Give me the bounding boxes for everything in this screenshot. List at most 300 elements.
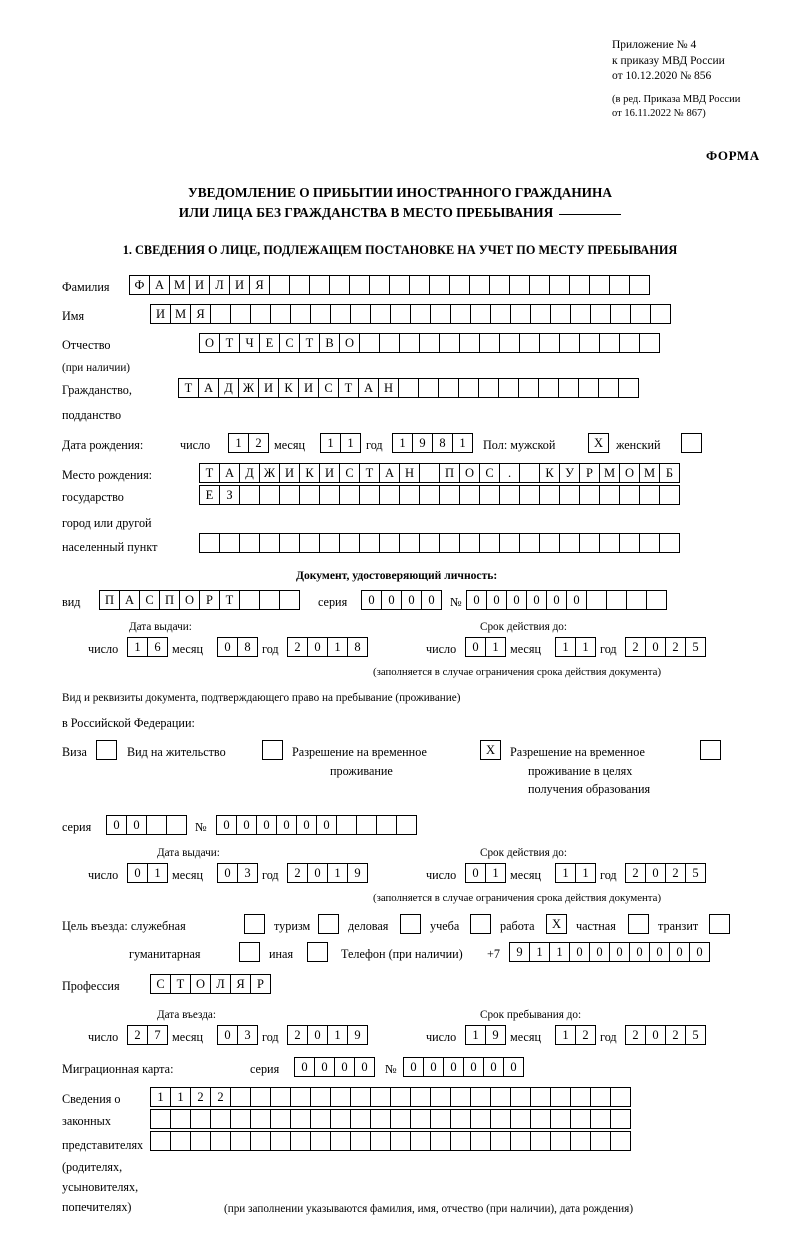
purpose-business-checkbox[interactable] [400, 914, 420, 934]
form-cell[interactable] [639, 485, 660, 505]
form-cell[interactable]: П [439, 463, 460, 483]
form-cell[interactable] [470, 304, 491, 324]
form-cell[interactable] [290, 1087, 311, 1107]
form-cell[interactable]: Т [219, 590, 240, 610]
form-cell[interactable]: 1 [327, 1025, 348, 1045]
form-cell[interactable]: 0 [316, 815, 337, 835]
form-cell[interactable]: 7 [147, 1025, 168, 1045]
form-cell[interactable] [359, 533, 380, 553]
form-cell[interactable] [630, 304, 651, 324]
stay-until-month-input[interactable] [555, 1025, 595, 1045]
citizenship-input[interactable] [178, 378, 638, 398]
form-cell[interactable] [350, 1109, 371, 1129]
name-input[interactable] [150, 304, 670, 324]
form-cell[interactable] [400, 914, 421, 934]
form-cell[interactable]: 0 [381, 590, 402, 610]
form-cell[interactable] [230, 1131, 251, 1151]
form-cell[interactable]: Р [199, 590, 220, 610]
form-cell[interactable] [659, 533, 680, 553]
stay-number-input[interactable] [216, 815, 416, 835]
stay-issue-day-input[interactable] [127, 863, 167, 883]
purpose-humanitarian-checkbox[interactable] [239, 942, 259, 962]
stay-valid-day-input[interactable] [465, 863, 505, 883]
form-cell[interactable]: И [298, 378, 319, 398]
form-cell[interactable]: Л [209, 275, 230, 295]
form-cell[interactable]: М [599, 463, 620, 483]
visa-checkbox[interactable] [96, 740, 116, 760]
form-cell[interactable]: 5 [685, 637, 706, 657]
form-cell[interactable] [489, 275, 510, 295]
form-cell[interactable]: И [258, 378, 279, 398]
form-cell[interactable] [439, 485, 460, 505]
form-cell[interactable] [270, 1087, 291, 1107]
form-cell[interactable] [510, 1087, 531, 1107]
form-cell[interactable]: П [159, 590, 180, 610]
form-cell[interactable] [479, 533, 500, 553]
stay-until-day-input[interactable] [465, 1025, 505, 1045]
form-cell[interactable] [590, 1087, 611, 1107]
form-cell[interactable] [350, 1087, 371, 1107]
stay-issue-year-input[interactable] [287, 863, 367, 883]
form-cell[interactable] [619, 533, 640, 553]
form-cell[interactable]: А [119, 590, 140, 610]
form-cell[interactable] [450, 304, 471, 324]
form-cell[interactable] [330, 1109, 351, 1129]
form-cell[interactable] [349, 275, 370, 295]
profession-input[interactable] [150, 974, 270, 994]
form-cell[interactable] [499, 333, 520, 353]
form-cell[interactable] [230, 1109, 251, 1129]
form-cell[interactable] [336, 815, 357, 835]
form-cell[interactable]: Т [170, 974, 191, 994]
form-cell[interactable] [239, 533, 260, 553]
temp-residence-checkbox[interactable] [480, 740, 500, 760]
form-cell[interactable]: 1 [575, 637, 596, 657]
form-cell[interactable] [370, 1131, 391, 1151]
form-cell[interactable]: Т [199, 463, 220, 483]
form-cell[interactable] [538, 378, 559, 398]
form-cell[interactable]: 1 [320, 433, 341, 453]
form-cell[interactable]: 2 [665, 1025, 686, 1045]
form-cell[interactable]: Р [250, 974, 271, 994]
form-cell[interactable]: 1 [170, 1087, 191, 1107]
form-cell[interactable] [244, 914, 265, 934]
form-cell[interactable] [430, 1087, 451, 1107]
form-cell[interactable]: 0 [629, 942, 650, 962]
form-cell[interactable] [539, 333, 560, 353]
form-cell[interactable] [529, 275, 550, 295]
entry-month-input[interactable] [217, 1025, 257, 1045]
birth-place-city-input-row1[interactable] [199, 485, 679, 505]
form-cell[interactable] [439, 533, 460, 553]
form-cell[interactable] [490, 1131, 511, 1151]
form-cell[interactable] [230, 1087, 251, 1107]
form-cell[interactable]: Т [178, 378, 199, 398]
form-cell[interactable]: О [459, 463, 480, 483]
form-cell[interactable]: 0 [216, 815, 237, 835]
form-cell[interactable]: 9 [509, 942, 530, 962]
form-cell[interactable] [609, 275, 630, 295]
purpose-transit-checkbox[interactable] [709, 914, 729, 934]
form-cell[interactable] [390, 304, 411, 324]
form-cell[interactable] [330, 304, 351, 324]
form-cell[interactable] [379, 533, 400, 553]
form-cell[interactable]: 2 [287, 637, 308, 657]
form-cell[interactable] [259, 533, 280, 553]
form-cell[interactable] [350, 304, 371, 324]
form-cell[interactable]: 9 [412, 433, 433, 453]
form-cell[interactable] [530, 1131, 551, 1151]
doc-series-input[interactable] [361, 590, 441, 610]
form-cell[interactable]: 2 [248, 433, 269, 453]
sex-male-checkbox[interactable] [588, 433, 608, 453]
form-cell[interactable]: О [179, 590, 200, 610]
form-cell[interactable]: X [588, 433, 609, 453]
form-cell[interactable]: А [358, 378, 379, 398]
form-cell[interactable] [270, 304, 291, 324]
form-cell[interactable]: М [639, 463, 660, 483]
form-cell[interactable] [498, 378, 519, 398]
form-cell[interactable] [399, 333, 420, 353]
form-cell[interactable] [239, 590, 260, 610]
form-cell[interactable] [510, 304, 531, 324]
form-cell[interactable] [589, 275, 610, 295]
edu-residence-checkbox[interactable] [700, 740, 720, 760]
form-cell[interactable] [399, 485, 420, 505]
form-cell[interactable]: 0 [483, 1057, 504, 1077]
migration-number-input[interactable] [403, 1057, 523, 1077]
form-cell[interactable] [610, 1131, 631, 1151]
birth-place-state-input[interactable] [199, 463, 679, 483]
form-cell[interactable]: О [190, 974, 211, 994]
form-cell[interactable]: Я [190, 304, 211, 324]
form-cell[interactable] [450, 1109, 471, 1129]
form-cell[interactable] [409, 275, 430, 295]
form-cell[interactable]: 0 [569, 942, 590, 962]
form-cell[interactable]: И [319, 463, 340, 483]
form-cell[interactable]: 9 [485, 1025, 506, 1045]
form-cell[interactable]: 2 [625, 637, 646, 657]
form-cell[interactable] [299, 533, 320, 553]
form-cell[interactable]: П [99, 590, 120, 610]
form-cell[interactable]: 1 [555, 1025, 576, 1045]
form-cell[interactable] [449, 275, 470, 295]
doc-kind-input[interactable] [99, 590, 299, 610]
form-cell[interactable] [470, 914, 491, 934]
form-cell[interactable]: К [278, 378, 299, 398]
form-cell[interactable]: 5 [685, 863, 706, 883]
form-cell[interactable] [319, 485, 340, 505]
form-cell[interactable] [410, 1131, 431, 1151]
form-cell[interactable] [550, 1109, 571, 1129]
entry-year-input[interactable] [287, 1025, 367, 1045]
form-cell[interactable]: 9 [347, 863, 368, 883]
form-cell[interactable] [459, 485, 480, 505]
form-cell[interactable] [379, 485, 400, 505]
form-cell[interactable] [390, 1109, 411, 1129]
form-cell[interactable] [550, 1087, 571, 1107]
form-cell[interactable]: О [199, 333, 220, 353]
form-cell[interactable] [610, 1109, 631, 1129]
stay-series-input[interactable] [106, 815, 186, 835]
form-cell[interactable] [318, 914, 339, 934]
form-cell[interactable]: . [499, 463, 520, 483]
form-cell[interactable]: 0 [423, 1057, 444, 1077]
form-cell[interactable] [539, 485, 560, 505]
form-cell[interactable] [150, 1131, 171, 1151]
form-cell[interactable]: 0 [546, 590, 567, 610]
stay-issue-month-input[interactable] [217, 863, 257, 883]
form-cell[interactable] [639, 333, 660, 353]
form-cell[interactable]: Е [259, 333, 280, 353]
form-cell[interactable] [370, 1087, 391, 1107]
form-cell[interactable] [350, 1131, 371, 1151]
form-cell[interactable]: А [149, 275, 170, 295]
form-cell[interactable]: 1 [150, 1087, 171, 1107]
form-cell[interactable] [579, 485, 600, 505]
form-cell[interactable] [559, 333, 580, 353]
form-cell[interactable] [262, 740, 283, 760]
form-cell[interactable] [419, 333, 440, 353]
form-cell[interactable] [550, 304, 571, 324]
form-cell[interactable] [307, 942, 328, 962]
form-cell[interactable] [356, 815, 377, 835]
form-cell[interactable] [146, 815, 167, 835]
form-cell[interactable]: М [169, 275, 190, 295]
form-cell[interactable] [570, 1087, 591, 1107]
form-cell[interactable] [270, 1131, 291, 1151]
form-cell[interactable] [398, 378, 419, 398]
purpose-tourism-checkbox[interactable] [318, 914, 338, 934]
form-cell[interactable] [299, 485, 320, 505]
form-cell[interactable] [490, 1109, 511, 1129]
form-cell[interactable]: 2 [665, 863, 686, 883]
form-cell[interactable] [419, 533, 440, 553]
form-cell[interactable]: С [339, 463, 360, 483]
form-cell[interactable]: 3 [237, 1025, 258, 1045]
form-cell[interactable] [518, 378, 539, 398]
form-cell[interactable]: А [198, 378, 219, 398]
form-cell[interactable] [289, 275, 310, 295]
form-cell[interactable]: 0 [506, 590, 527, 610]
form-cell[interactable]: 0 [296, 815, 317, 835]
form-cell[interactable]: И [279, 463, 300, 483]
form-cell[interactable] [530, 1087, 551, 1107]
form-cell[interactable]: Р [579, 463, 600, 483]
form-cell[interactable]: 0 [421, 590, 442, 610]
form-cell[interactable] [290, 1131, 311, 1151]
form-cell[interactable]: 0 [307, 637, 328, 657]
form-cell[interactable] [190, 1131, 211, 1151]
form-cell[interactable] [610, 304, 631, 324]
form-cell[interactable] [419, 485, 440, 505]
form-cell[interactable] [550, 1131, 571, 1151]
form-cell[interactable] [599, 485, 620, 505]
form-cell[interactable] [396, 815, 417, 835]
form-cell[interactable]: А [379, 463, 400, 483]
form-cell[interactable] [598, 378, 619, 398]
form-cell[interactable]: О [619, 463, 640, 483]
form-cell[interactable] [479, 333, 500, 353]
form-cell[interactable] [450, 1131, 471, 1151]
form-cell[interactable] [519, 463, 540, 483]
sex-female-checkbox[interactable] [681, 433, 701, 453]
form-cell[interactable] [410, 1109, 431, 1129]
form-cell[interactable] [370, 304, 391, 324]
form-cell[interactable] [390, 1131, 411, 1151]
form-cell[interactable] [410, 1087, 431, 1107]
form-cell[interactable]: С [479, 463, 500, 483]
purpose-study-checkbox[interactable] [470, 914, 490, 934]
form-cell[interactable] [96, 740, 117, 760]
doc-issue-month-input[interactable] [217, 637, 257, 657]
form-cell[interactable]: Т [338, 378, 359, 398]
form-cell[interactable] [570, 304, 591, 324]
form-cell[interactable] [190, 1109, 211, 1129]
form-cell[interactable] [478, 378, 499, 398]
form-cell[interactable] [170, 1109, 191, 1129]
doc-issue-year-input[interactable] [287, 637, 367, 657]
form-cell[interactable]: 1 [127, 637, 148, 657]
form-cell[interactable]: 0 [314, 1057, 335, 1077]
form-cell[interactable]: С [279, 333, 300, 353]
form-cell[interactable]: 0 [645, 637, 666, 657]
form-cell[interactable]: 0 [609, 942, 630, 962]
form-cell[interactable]: Ф [129, 275, 150, 295]
form-cell[interactable] [419, 463, 440, 483]
form-cell[interactable]: 1 [392, 433, 413, 453]
form-cell[interactable] [269, 275, 290, 295]
form-cell[interactable]: Н [378, 378, 399, 398]
migration-series-input[interactable] [294, 1057, 374, 1077]
form-cell[interactable]: 1 [485, 637, 506, 657]
form-cell[interactable] [359, 485, 380, 505]
form-cell[interactable] [230, 304, 251, 324]
form-cell[interactable]: 0 [127, 863, 148, 883]
form-cell[interactable]: Я [249, 275, 270, 295]
form-cell[interactable] [250, 1131, 271, 1151]
form-cell[interactable] [599, 333, 620, 353]
form-cell[interactable] [259, 485, 280, 505]
stay-until-year-input[interactable] [625, 1025, 705, 1045]
form-cell[interactable] [519, 485, 540, 505]
form-cell[interactable] [590, 1109, 611, 1129]
form-cell[interactable] [490, 304, 511, 324]
form-cell[interactable] [579, 333, 600, 353]
form-cell[interactable]: 1 [555, 863, 576, 883]
form-cell[interactable] [439, 333, 460, 353]
form-cell[interactable]: О [339, 333, 360, 353]
form-cell[interactable]: Л [210, 974, 231, 994]
form-cell[interactable]: Н [399, 463, 420, 483]
doc-valid-day-input[interactable] [465, 637, 505, 657]
form-cell[interactable] [490, 1087, 511, 1107]
form-cell[interactable]: 0 [401, 590, 422, 610]
form-cell[interactable]: Е [199, 485, 220, 505]
form-cell[interactable]: С [139, 590, 160, 610]
form-cell[interactable]: 1 [575, 863, 596, 883]
form-cell[interactable]: 0 [503, 1057, 524, 1077]
form-cell[interactable] [618, 378, 639, 398]
form-cell[interactable]: 2 [210, 1087, 231, 1107]
form-cell[interactable]: 2 [190, 1087, 211, 1107]
purpose-official-checkbox[interactable] [244, 914, 264, 934]
form-cell[interactable]: X [546, 914, 567, 934]
form-cell[interactable] [570, 1131, 591, 1151]
form-cell[interactable]: 0 [526, 590, 547, 610]
form-cell[interactable]: 0 [106, 815, 127, 835]
surname-input[interactable] [129, 275, 649, 295]
form-cell[interactable] [310, 1109, 331, 1129]
form-cell[interactable]: 0 [589, 942, 610, 962]
form-cell[interactable] [199, 533, 220, 553]
form-cell[interactable]: Д [239, 463, 260, 483]
form-cell[interactable]: И [229, 275, 250, 295]
form-cell[interactable]: 3 [237, 863, 258, 883]
form-cell[interactable]: 5 [685, 1025, 706, 1045]
form-cell[interactable]: 0 [217, 863, 238, 883]
form-cell[interactable]: 2 [575, 1025, 596, 1045]
form-cell[interactable] [659, 485, 680, 505]
birth-year-input[interactable] [392, 433, 472, 453]
form-cell[interactable]: Т [299, 333, 320, 353]
form-cell[interactable] [310, 1131, 331, 1151]
form-cell[interactable]: Ж [259, 463, 280, 483]
form-cell[interactable]: 1 [327, 637, 348, 657]
form-cell[interactable] [559, 485, 580, 505]
form-cell[interactable] [569, 275, 590, 295]
form-cell[interactable] [430, 1131, 451, 1151]
form-cell[interactable]: Д [218, 378, 239, 398]
form-cell[interactable]: Т [359, 463, 380, 483]
doc-issue-day-input[interactable] [127, 637, 167, 657]
form-cell[interactable] [219, 533, 240, 553]
form-cell[interactable] [429, 275, 450, 295]
form-cell[interactable]: 1 [340, 433, 361, 453]
form-cell[interactable]: 2 [127, 1025, 148, 1045]
form-cell[interactable]: Ч [239, 333, 260, 353]
form-cell[interactable] [586, 590, 607, 610]
form-cell[interactable] [619, 333, 640, 353]
form-cell[interactable]: 6 [147, 637, 168, 657]
form-cell[interactable]: 0 [463, 1057, 484, 1077]
form-cell[interactable]: 1 [529, 942, 550, 962]
form-cell[interactable] [519, 533, 540, 553]
legal-rep-input-row3[interactable] [150, 1131, 630, 1151]
birth-month-input[interactable] [320, 433, 360, 453]
form-cell[interactable] [509, 275, 530, 295]
form-cell[interactable] [310, 304, 331, 324]
form-cell[interactable]: 2 [625, 863, 646, 883]
birth-day-input[interactable] [228, 433, 268, 453]
form-cell[interactable]: 0 [669, 942, 690, 962]
form-cell[interactable] [339, 485, 360, 505]
form-cell[interactable] [610, 1087, 631, 1107]
form-cell[interactable]: 0 [217, 1025, 238, 1045]
form-cell[interactable] [290, 304, 311, 324]
form-cell[interactable]: 1 [555, 637, 576, 657]
form-cell[interactable]: 1 [485, 863, 506, 883]
form-cell[interactable] [606, 590, 627, 610]
form-cell[interactable]: 8 [237, 637, 258, 657]
form-cell[interactable]: 8 [432, 433, 453, 453]
form-cell[interactable]: 0 [486, 590, 507, 610]
form-cell[interactable] [570, 1109, 591, 1129]
form-cell[interactable] [709, 914, 730, 934]
form-cell[interactable] [210, 1109, 231, 1129]
form-cell[interactable] [170, 1131, 191, 1151]
form-cell[interactable] [681, 433, 702, 453]
